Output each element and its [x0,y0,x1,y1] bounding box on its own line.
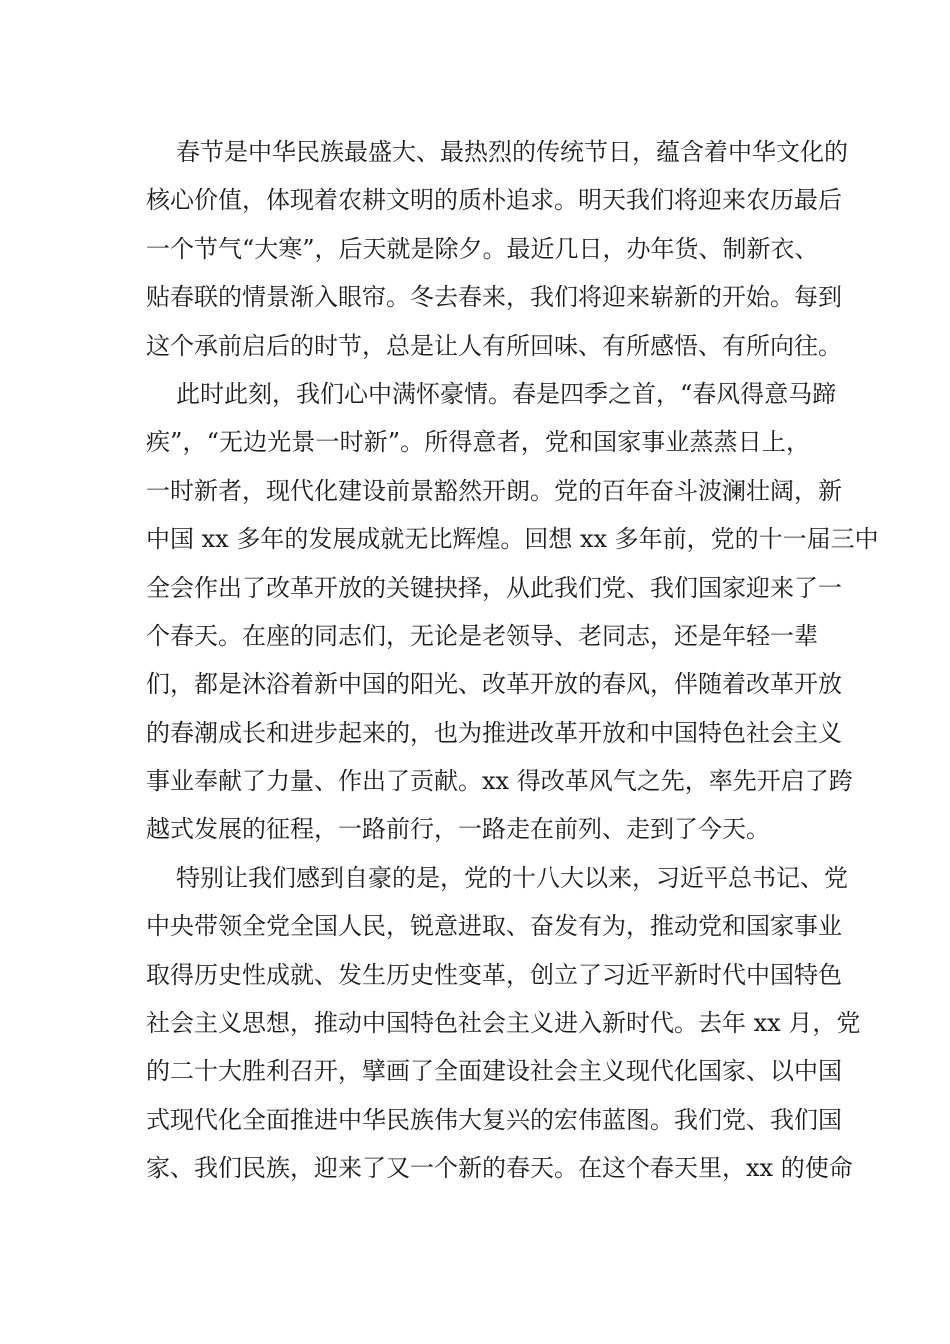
paragraph-line: 中国 xx 多年的发展成就无比辉煌。回想 xx 多年前，党的十一届三中 [146,525,879,554]
paragraph-line: 式现代化全面推进中华民族伟大复兴的宏伟蓝图。我们党、我们国 [146,1105,842,1134]
paragraph-line: 春节是中华民族最盛大、最热烈的传统节日，蕴含着中华文化的 [176,138,848,166]
paragraph-line: 的春潮成长和进步起来的，也为推进改革开放和中国特色社会主义 [146,718,842,747]
paragraph-line: 的二十大胜利召开，擘画了全面建设社会主义现代化国家、以中国 [146,1057,842,1086]
paragraph-line: 疾”，“无边光景一时新”。所得意者，党和国家事业蒸蒸日上， [146,428,810,457]
paragraph-line: 全会作出了改革开放的关键抉择，从此我们党、我们国家迎来了一 [146,573,842,602]
paragraph-line: 取得历史性成就、发生历史性变革，创立了习近平新时代中国特色 [146,960,842,989]
document-body [146,128,879,1193]
paragraph-line: 贴春联的情景渐入眼帘。冬去春来，我们将迎来崭新的开始。每到 [146,283,842,312]
paragraph-line: 核心价值，体现着农耕文明的质朴追求。明天我们将迎来农历最后 [146,186,842,215]
paragraph-line: 此时此刻，我们心中满怀豪情。春是四季之首，“春风得意马蹄 [176,379,837,408]
paragraph-line: 一时新者，现代化建设前景豁然开朗。党的百年奋斗波澜壮阔，新 [146,476,842,505]
paragraph-line: 事业奉献了力量、作出了贡献。xx 得改革风气之先，率先开启了跨 [146,767,853,796]
paragraph-line: 家、我们民族，迎来了又一个新的春天。在这个春天里，xx 的使命 [146,1154,853,1183]
paragraph-line: 中央带领全党全国人民，锐意进取、奋发有为，推动党和国家事业 [146,912,842,941]
paragraph-line: 一个节气“大寒”，后天就是除夕。最近几日，办年货、制新衣、 [146,234,819,263]
paragraph-2 [146,370,879,854]
paragraph-3 [146,854,861,1193]
paragraph-line: 越式发展的征程，一路前行，一路走在前列、走到了今天。 [146,815,770,844]
paragraph-line: 这个承前启后的时节，总是让人有所回味、有所感悟、有所向往。 [146,331,842,360]
paragraph-line: 社会主义思想，推动中国特色社会主义进入新时代。去年 xx 月，党 [146,1009,861,1038]
paragraph-line: 们，都是沐浴着新中国的阳光、改革开放的春风，伴随着改革开放 [146,670,842,699]
paragraph-line: 个春天。在座的同志们，无论是老领导、老同志，还是年轻一辈 [146,621,818,650]
paragraph-1 [146,128,848,370]
paragraph-line: 特别让我们感到自豪的是，党的十八大以来，习近平总书记、党 [176,863,848,892]
